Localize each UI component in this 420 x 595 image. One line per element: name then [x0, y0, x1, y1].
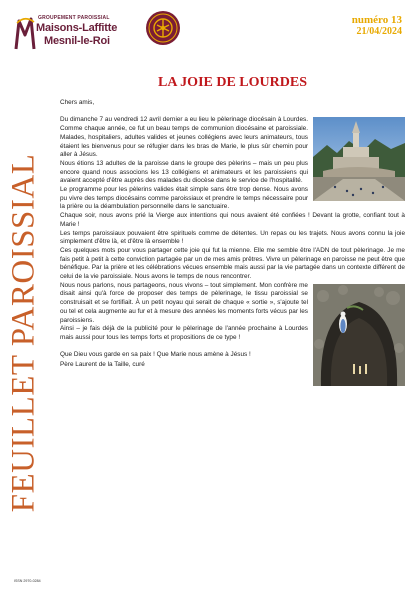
greeting: Chers amis,	[60, 99, 95, 106]
paragraph-2: Nous étions 13 adultes de la paroisse dans le groupe des pèlerins – mais un peu plus encore quand nous associons les 13 collégiens et animateurs et les paroissiens qui avaient accepté d'être auprès des malades du diocèse dans le service de l'hospitalité.	[60, 159, 308, 185]
paragraph-5: Les temps paroissiaux pouvaient être spirituels comme de détentes. Un repas ou les trajets. Nous avons connu la joie simplement d'être là, et d'être là ensemble !	[60, 229, 405, 246]
paragraph-4: Chaque soir, nous avons prié la Vierge aux intentions qui nous avaient été confiées ! Devant la grotte, confiant tout à Marie !	[60, 212, 405, 228]
grotto-photo	[313, 284, 405, 386]
issue-date: 21/04/2024	[356, 26, 402, 37]
paragraph-3: Le programme pour les pèlerins valides était simple sans être trop dense. Nous avons pu vivre des temps diocésains comme paroissiaux et prendre le temps nécessaire pour la prière ou la déambulation personnelle dans le sanctuaire.	[60, 186, 308, 211]
issue-info	[352, 14, 402, 38]
article-body	[60, 99, 405, 386]
basilica-photo	[313, 117, 405, 201]
parish-logo	[14, 9, 144, 59]
issn-label: ISSN 2970-0284	[14, 579, 41, 583]
closing-line: Que Dieu vous garde en sa paix ! Que Marie nous amène à Jésus !	[60, 351, 251, 359]
logo-town-2: Mesnil-le-Roi	[44, 35, 110, 47]
logo-group-label: GROUPEMENT PAROISSIAL	[38, 15, 110, 21]
paragraph-1: Du dimanche 7 au vendredi 12 avril dernier a eu lieu le pèlerinage diocésain à Lourdes. Comme chaque année, ce fut un beau temps de communion diocésaine et paroissiale. Malades, hospitaliers, adultes valides et jeunes collégiens avec leurs animateurs, tous étaient les bienvenus pour se réfugier dans les bras de Marie, le plus sûr chemin pour aller à Jésus.	[60, 116, 308, 159]
logo-town-1: Maisons-Laffitte	[36, 22, 118, 34]
paragraph-6: Ces quelques mots pour vous partager cette joie qui fut la mienne. Elle me semble être l'ADN de tout pèlerinage. Je me fais petit à petit à cette conviction partagée par un de mes amis prêtres. Vivre un pèlerinage en paroisse ne peut être que bénéfique. Par la prière et les célébrations vécues ensemble mais aussi par la vie partagée dans un contexte différent de celui de la vie paroissiale. Nous avons le temps de nous rencontrer.	[60, 246, 405, 281]
logo-m-icon	[14, 13, 36, 53]
paragraph-7: Nous nous parlons, nous partageons, nous vivons – tout simplement. Mon confrère me disait ainsi qu'à force de proposer des temps de pèlerinage, le tissu paroissial se construisait et se fortifiait. À un petit noyau qui serait de chaque « sortie », s'ajoute tel ou tel et cela augmente au fur et à mesure des années les moments forts vécus par les paroissiens.	[60, 281, 308, 324]
paragraph-8: Ainsi – je fais déjà de la publicité pour le pèlerinage de l'année prochaine à Lourdes mais aussi pour tous les temps forts et propositions de ce type !	[60, 325, 308, 341]
signature: Père Laurent de la Taille, curé	[60, 361, 145, 369]
article-title: LA JOIE DE LOURDES	[158, 75, 307, 90]
side-title-text: FEUILLET PAROISSIAL	[5, 153, 42, 512]
side-title	[4, 110, 44, 555]
parish-seal-icon	[145, 10, 181, 46]
issue-number: numéro 13	[351, 14, 402, 26]
